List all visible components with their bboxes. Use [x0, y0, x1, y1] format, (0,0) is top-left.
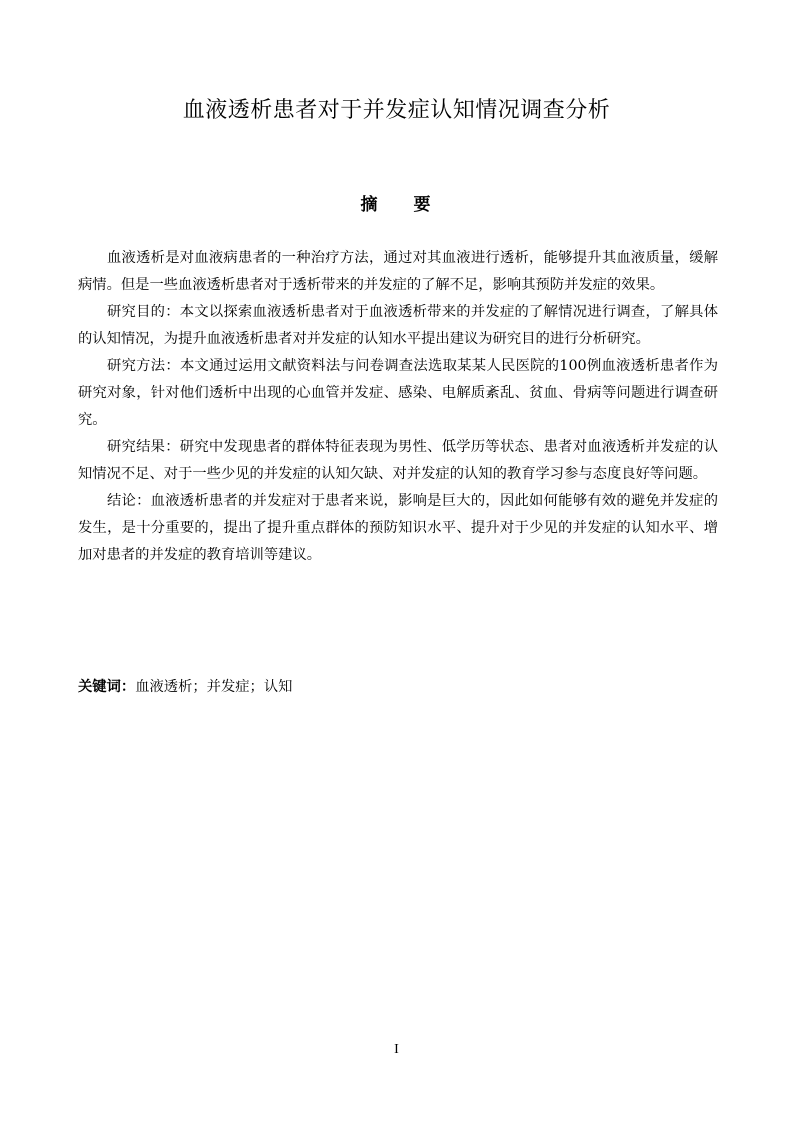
keywords-line: [78, 674, 718, 701]
abstract-paragraph-purpose: 研究目的：本文以探索血液透析患者对于血液透析带来的并发症的了解情况进行调查，了解具体的认知情况，为提升血液透析患者对并发症的认知水平提出建议为研究目的进行分析研究。: [78, 304, 718, 347]
abstract-paragraph-intro: 血液透析是对血液病患者的一种治疗方法，通过对其血液进行透析，能够提升其血液质量，缓解病情。但是一些血液透析患者对于透析带来的并发症的了解不足，影响其预防并发症的效果。: [78, 250, 718, 293]
keywords-value: 血液透析；并发症；认知: [135, 679, 293, 695]
abstract-heading-char-2: 要: [413, 195, 433, 215]
keywords-label: 关键词：: [78, 679, 136, 695]
abstract-heading: [0, 191, 793, 219]
abstract-heading-char-1: 摘: [360, 195, 380, 215]
abstract-paragraph-results: 研究结果：研究中发现患者的群体特征表现为男性、低学历等状态、患者对血液透析并发症的认知情况不足、对于一些少见的并发症的认知欠缺、对并发症的认知的教育学习参与态度良好等问题。: [78, 439, 718, 482]
paper-title: 血液透析患者对于并发症认知情况调查分析: [182, 98, 611, 123]
abstract-paragraph-conclusion: 结论：血液透析患者的并发症对于患者来说，影响是巨大的，因此如何能够有效的避免并发症的发生，是十分重要的，提出了提升重点群体的预防知识水平、提升对于少见的并发症的认知水平、增加对患者的并发症的教育培训等建议。: [78, 493, 718, 563]
page-number: I: [394, 1042, 399, 1057]
abstract-paragraph-method: 研究方法：本文通过运用文献资料法与问卷调查法选取某某人民医院的100例血液透析患者作为研究对象，针对他们透析中出现的心血管并发症、感染、电解质紊乱、贫血、骨病等问题进行调查研究。: [78, 358, 718, 428]
abstract-body: [78, 245, 718, 569]
